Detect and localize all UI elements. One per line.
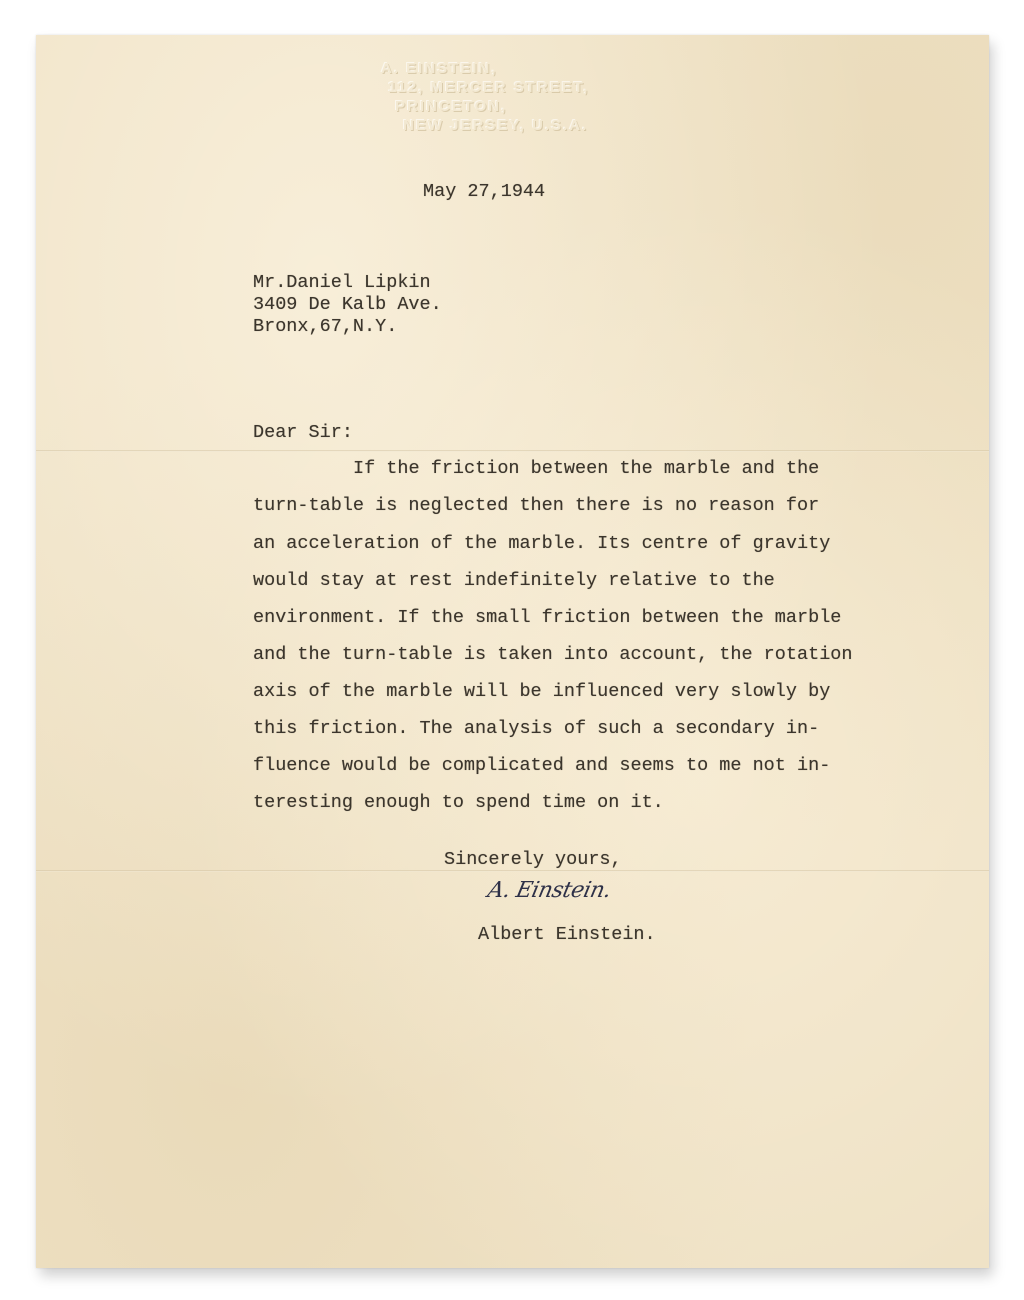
handwritten-signature: A. Einstein. bbox=[485, 878, 614, 903]
body-line-2: turn-table is neglected then there is no reason for bbox=[253, 495, 820, 516]
body-line-5: environment. If the small friction between the marble bbox=[253, 607, 842, 628]
recipient-street: 3409 De Kalb Ave. bbox=[253, 294, 442, 315]
letterhead-line-city: PRINCETON, bbox=[395, 98, 508, 115]
recipient-name: Mr.Daniel Lipkin bbox=[253, 272, 431, 293]
closing: Sincerely yours, bbox=[444, 849, 622, 870]
body-line-10: teresting enough to spend time on it. bbox=[253, 792, 664, 813]
salutation: Dear Sir: bbox=[253, 422, 353, 443]
recipient-city: Bronx,67,N.Y. bbox=[253, 316, 398, 337]
body-line-1: If the friction between the marble and the bbox=[353, 458, 820, 479]
fold-line-upper bbox=[36, 450, 989, 452]
body-line-4: would stay at rest indefinitely relative to the bbox=[253, 570, 775, 591]
letterhead-line-street: 112, MERCER STREET, bbox=[388, 79, 590, 96]
fold-line-lower bbox=[36, 870, 989, 872]
letterhead-line-state: NEW JERSEY, U.S.A. bbox=[403, 117, 589, 134]
body-line-8: this friction. The analysis of such a secondary in- bbox=[253, 718, 820, 739]
body-line-7: axis of the marble will be influenced very slowly by bbox=[253, 681, 831, 702]
body-line-6: and the turn-table is taken into account, the rotation bbox=[253, 644, 853, 665]
body-line-9: fluence would be complicated and seems to me not in- bbox=[253, 755, 831, 776]
letter-date: May 27,1944 bbox=[423, 181, 546, 202]
letterhead-line-name: A. EINSTEIN, bbox=[381, 60, 498, 77]
typed-name: Albert Einstein. bbox=[478, 924, 656, 945]
body-line-3: an acceleration of the marble. Its centre of gravity bbox=[253, 533, 831, 554]
